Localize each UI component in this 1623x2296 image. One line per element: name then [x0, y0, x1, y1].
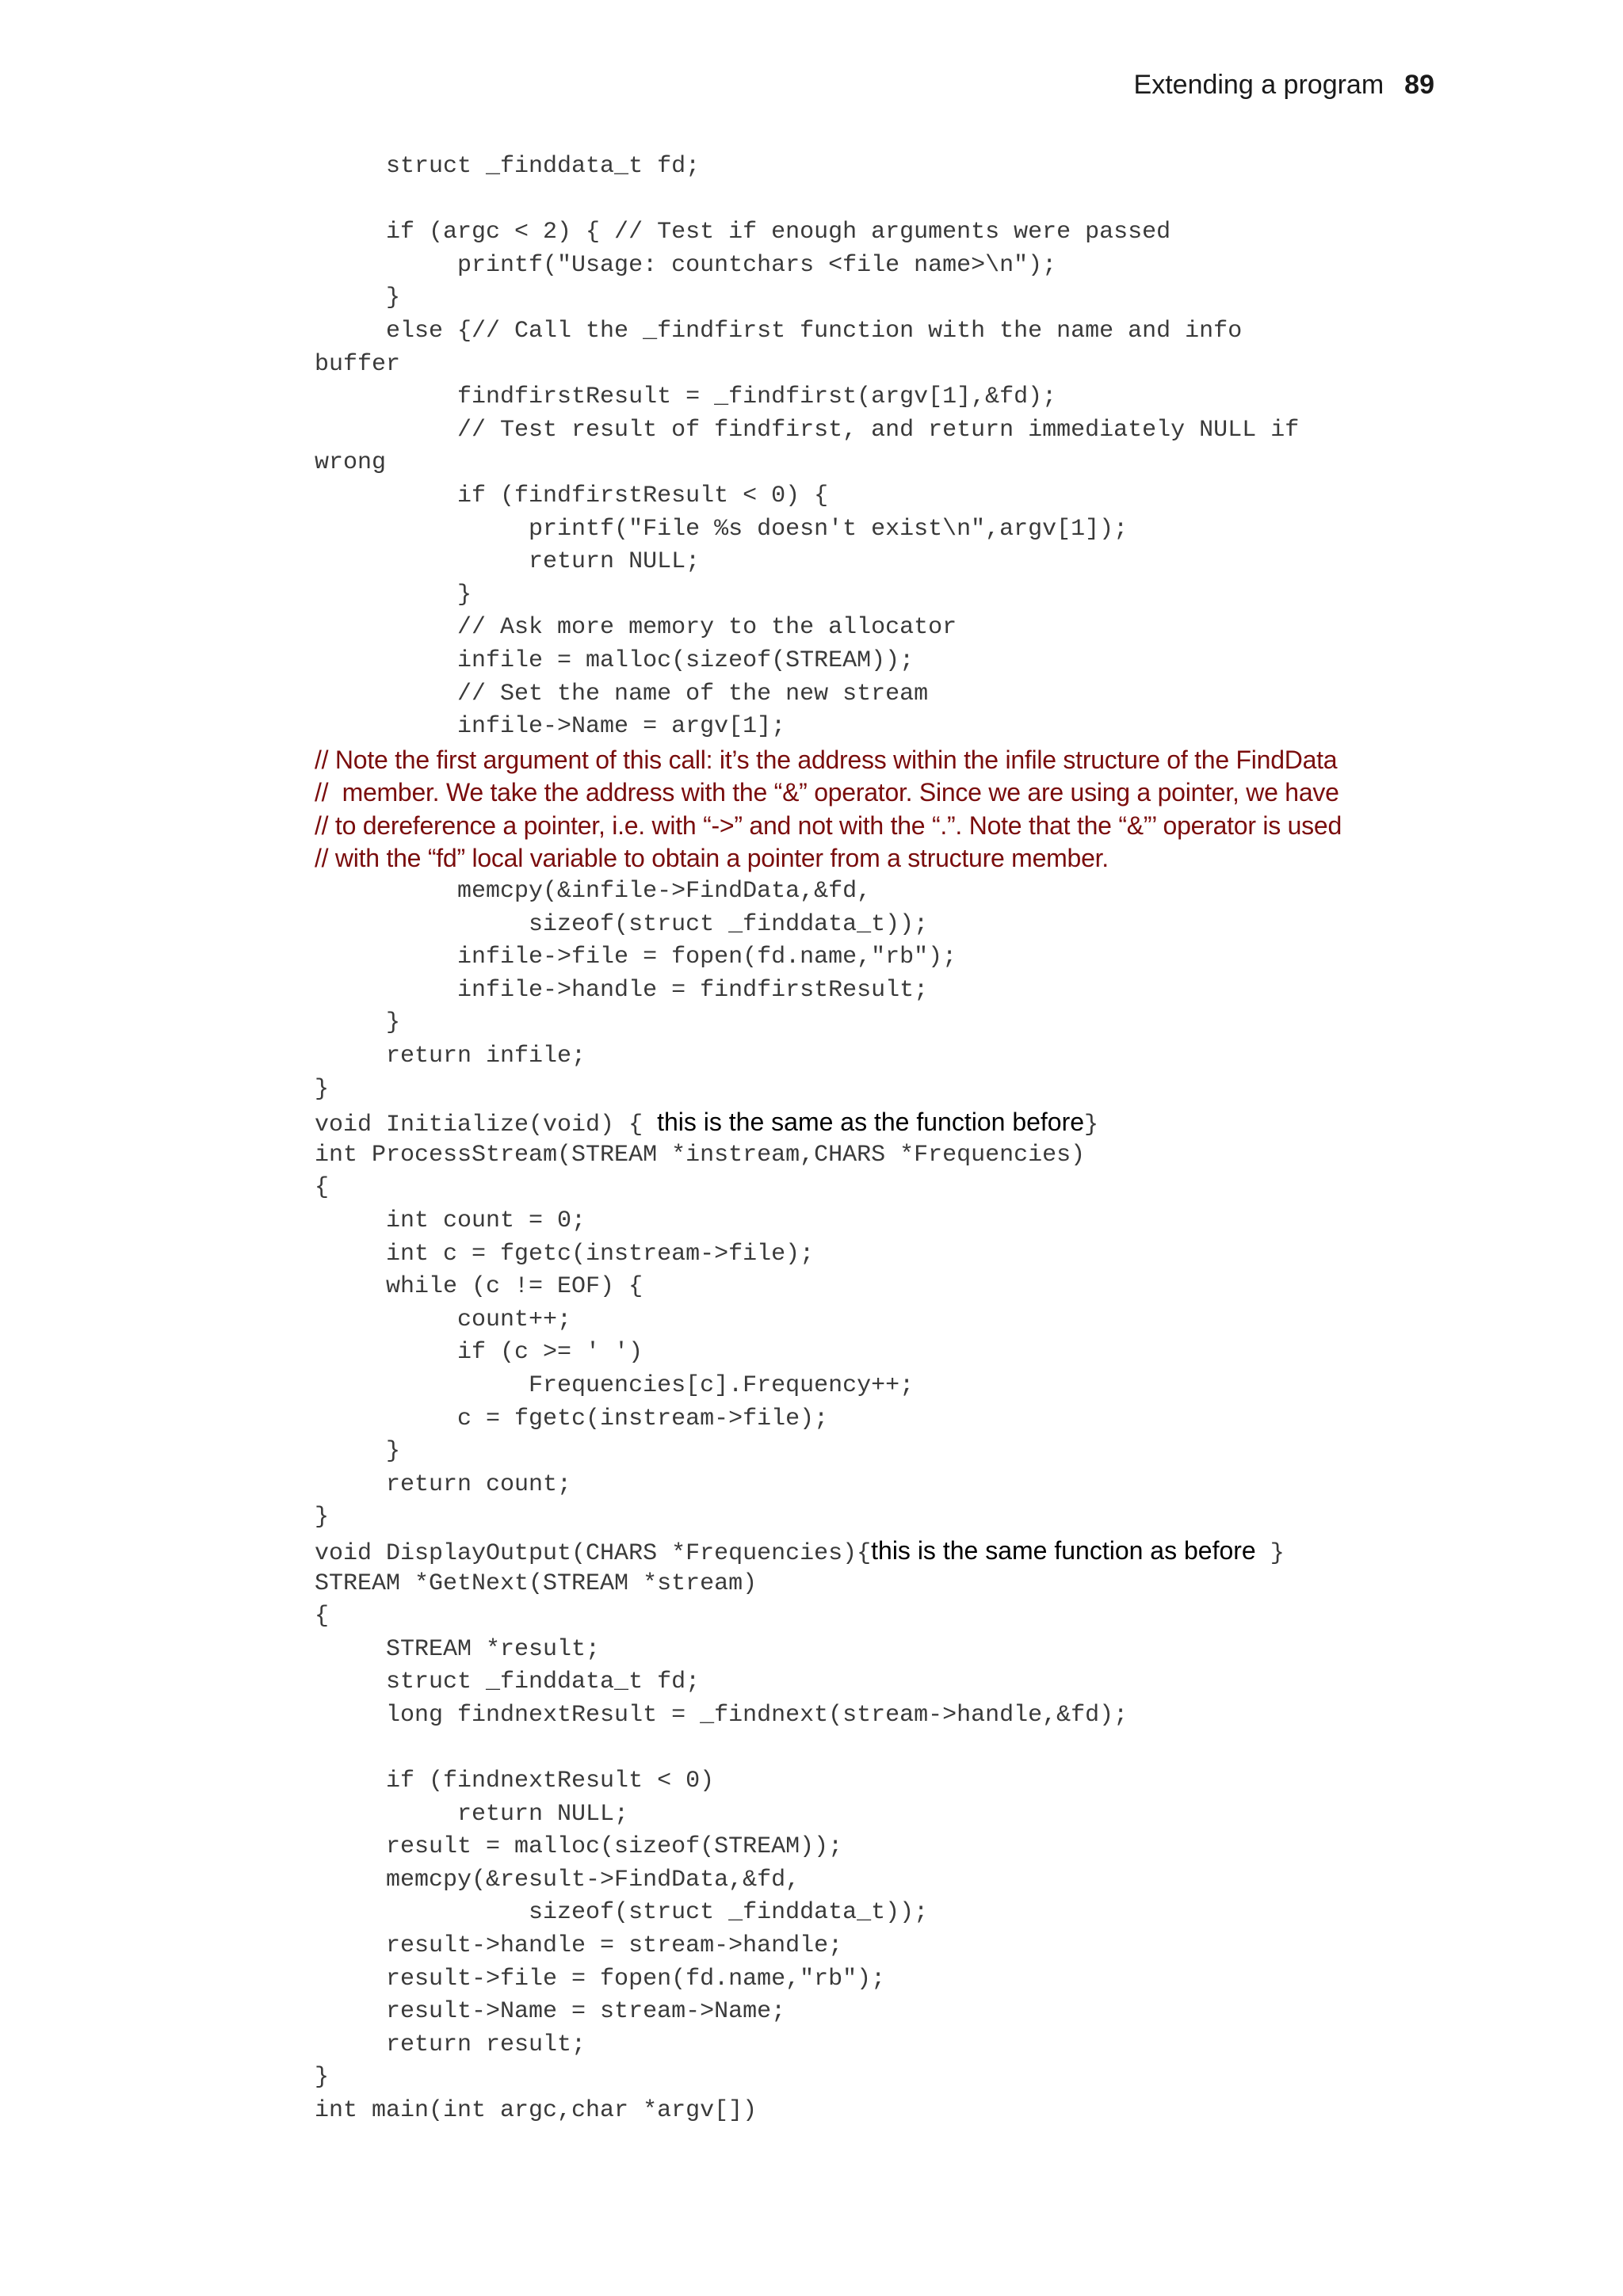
- code-line: int ProcessStream(STREAM *instream,CHARS *Frequencies): [315, 1141, 1086, 1169]
- code-line: int main(int argc,char *argv[]): [315, 2097, 758, 2125]
- inline-annotation: this is the same as the function before: [657, 1108, 1085, 1137]
- code-line: infile->file = fopen(fd.name,"rb");: [315, 944, 957, 971]
- comment-note-line: // member. We take the address with the “&” operator. Since we are using a pointer, we have: [315, 778, 1339, 807]
- code-fragment: }: [1255, 1539, 1285, 1567]
- code-line: count++;: [315, 1306, 572, 1333]
- code-line: sizeof(struct _finddata_t));: [315, 1899, 929, 1927]
- code-line: infile = malloc(sizeof(STREAM));: [315, 646, 915, 674]
- code-line: }: [315, 581, 472, 608]
- code-line: result->handle = stream->handle;: [315, 1932, 843, 1960]
- code-line-with-annotation: [315, 1535, 1440, 1568]
- code-line: }: [315, 1075, 330, 1103]
- code-line: int c = fgetc(instream->file);: [315, 1240, 815, 1268]
- code-line: memcpy(&result->FindData,&fd,: [315, 1866, 800, 1894]
- code-line: Frequencies[c].Frequency++;: [315, 1371, 915, 1399]
- code-line: result->Name = stream->Name;: [315, 1998, 786, 2026]
- code-line: [315, 184, 1440, 217]
- code-line: wrong: [315, 449, 387, 477]
- running-header: [1134, 70, 1434, 101]
- comment-note-line: // Note the first argument of this call: it’s the address within the infile structure of the FindData: [315, 745, 1338, 774]
- inline-annotation: this is the same function as before: [871, 1535, 1256, 1565]
- code-line: }: [315, 284, 401, 312]
- code-fragment: void Initialize(void) {: [315, 1112, 658, 1139]
- code-fragment: }: [1084, 1112, 1099, 1139]
- page-number: 89: [1404, 70, 1434, 100]
- code-line: else {// Call the _findfirst function with the name and info: [315, 317, 1243, 345]
- code-line: [315, 1733, 1440, 1766]
- code-line: int count = 0;: [315, 1207, 586, 1234]
- code-line: if (findfirstResult < 0) {: [315, 482, 829, 509]
- comment-note-line: // to dereference a pointer, i.e. with “->” and not with the “.”. Note that the “&”’ operator is used: [315, 810, 1342, 840]
- code-line: {: [315, 1174, 330, 1202]
- code-line: memcpy(&infile->FindData,&fd,: [315, 878, 872, 906]
- code-line: return NULL;: [315, 1800, 629, 1828]
- code-line: // Set the name of the new stream: [315, 680, 929, 707]
- code-line: if (findnextResult < 0): [315, 1768, 715, 1795]
- code-line: return result;: [315, 2031, 586, 2058]
- code-line: buffer: [315, 350, 401, 378]
- code-line: STREAM *result;: [315, 1635, 601, 1663]
- code-line: infile->Name = argv[1];: [315, 713, 786, 741]
- code-line: {: [315, 1603, 330, 1630]
- comment-note-line: // with the “fd” local variable to obtain a pointer from a structure member.: [315, 844, 1109, 873]
- code-line-with-annotation: [315, 1106, 1440, 1139]
- code-line: while (c != EOF) {: [315, 1273, 643, 1301]
- code-line: result = malloc(sizeof(STREAM));: [315, 1833, 843, 1861]
- code-line: result->file = fopen(fd.name,"rb");: [315, 1965, 886, 1993]
- code-line: printf("Usage: countchars <file name>\n");: [315, 251, 1057, 279]
- code-line: struct _finddata_t fd;: [315, 1669, 701, 1696]
- code-fragment: void DisplayOutput(CHARS *Frequencies){: [315, 1539, 872, 1567]
- code-line: // Test result of findfirst, and return immediately NULL if: [315, 416, 1300, 444]
- code-line: STREAM *GetNext(STREAM *stream): [315, 1569, 758, 1597]
- code-line: // Ask more memory to the allocator: [315, 614, 957, 642]
- code-line: if (c >= ' '): [315, 1339, 643, 1367]
- code-line: return count;: [315, 1470, 572, 1498]
- code-line: sizeof(struct _finddata_t));: [315, 910, 929, 938]
- code-line: return infile;: [315, 1043, 586, 1070]
- code-line: struct _finddata_t fd;: [315, 153, 701, 180]
- code-line: if (argc < 2) { // Test if enough arguments were passed: [315, 219, 1171, 246]
- code-line: findfirstResult = _findfirst(argv[1],&fd);: [315, 383, 1057, 411]
- code-line: }: [315, 1009, 401, 1037]
- code-line: infile->handle = findfirstResult;: [315, 976, 929, 1004]
- code-line: }: [315, 1504, 330, 1531]
- code-line: }: [315, 1438, 401, 1466]
- chapter-title: Extending a program: [1133, 70, 1384, 100]
- code-line: printf("File %s doesn't exist\n",argv[1]);: [315, 515, 1128, 543]
- code-line: c = fgetc(instream->file);: [315, 1405, 829, 1432]
- code-line: return NULL;: [315, 548, 701, 576]
- code-listing: [315, 151, 1440, 2128]
- code-line: long findnextResult = _findnext(stream->handle,&fd);: [315, 1701, 1128, 1729]
- code-line: }: [315, 2064, 330, 2092]
